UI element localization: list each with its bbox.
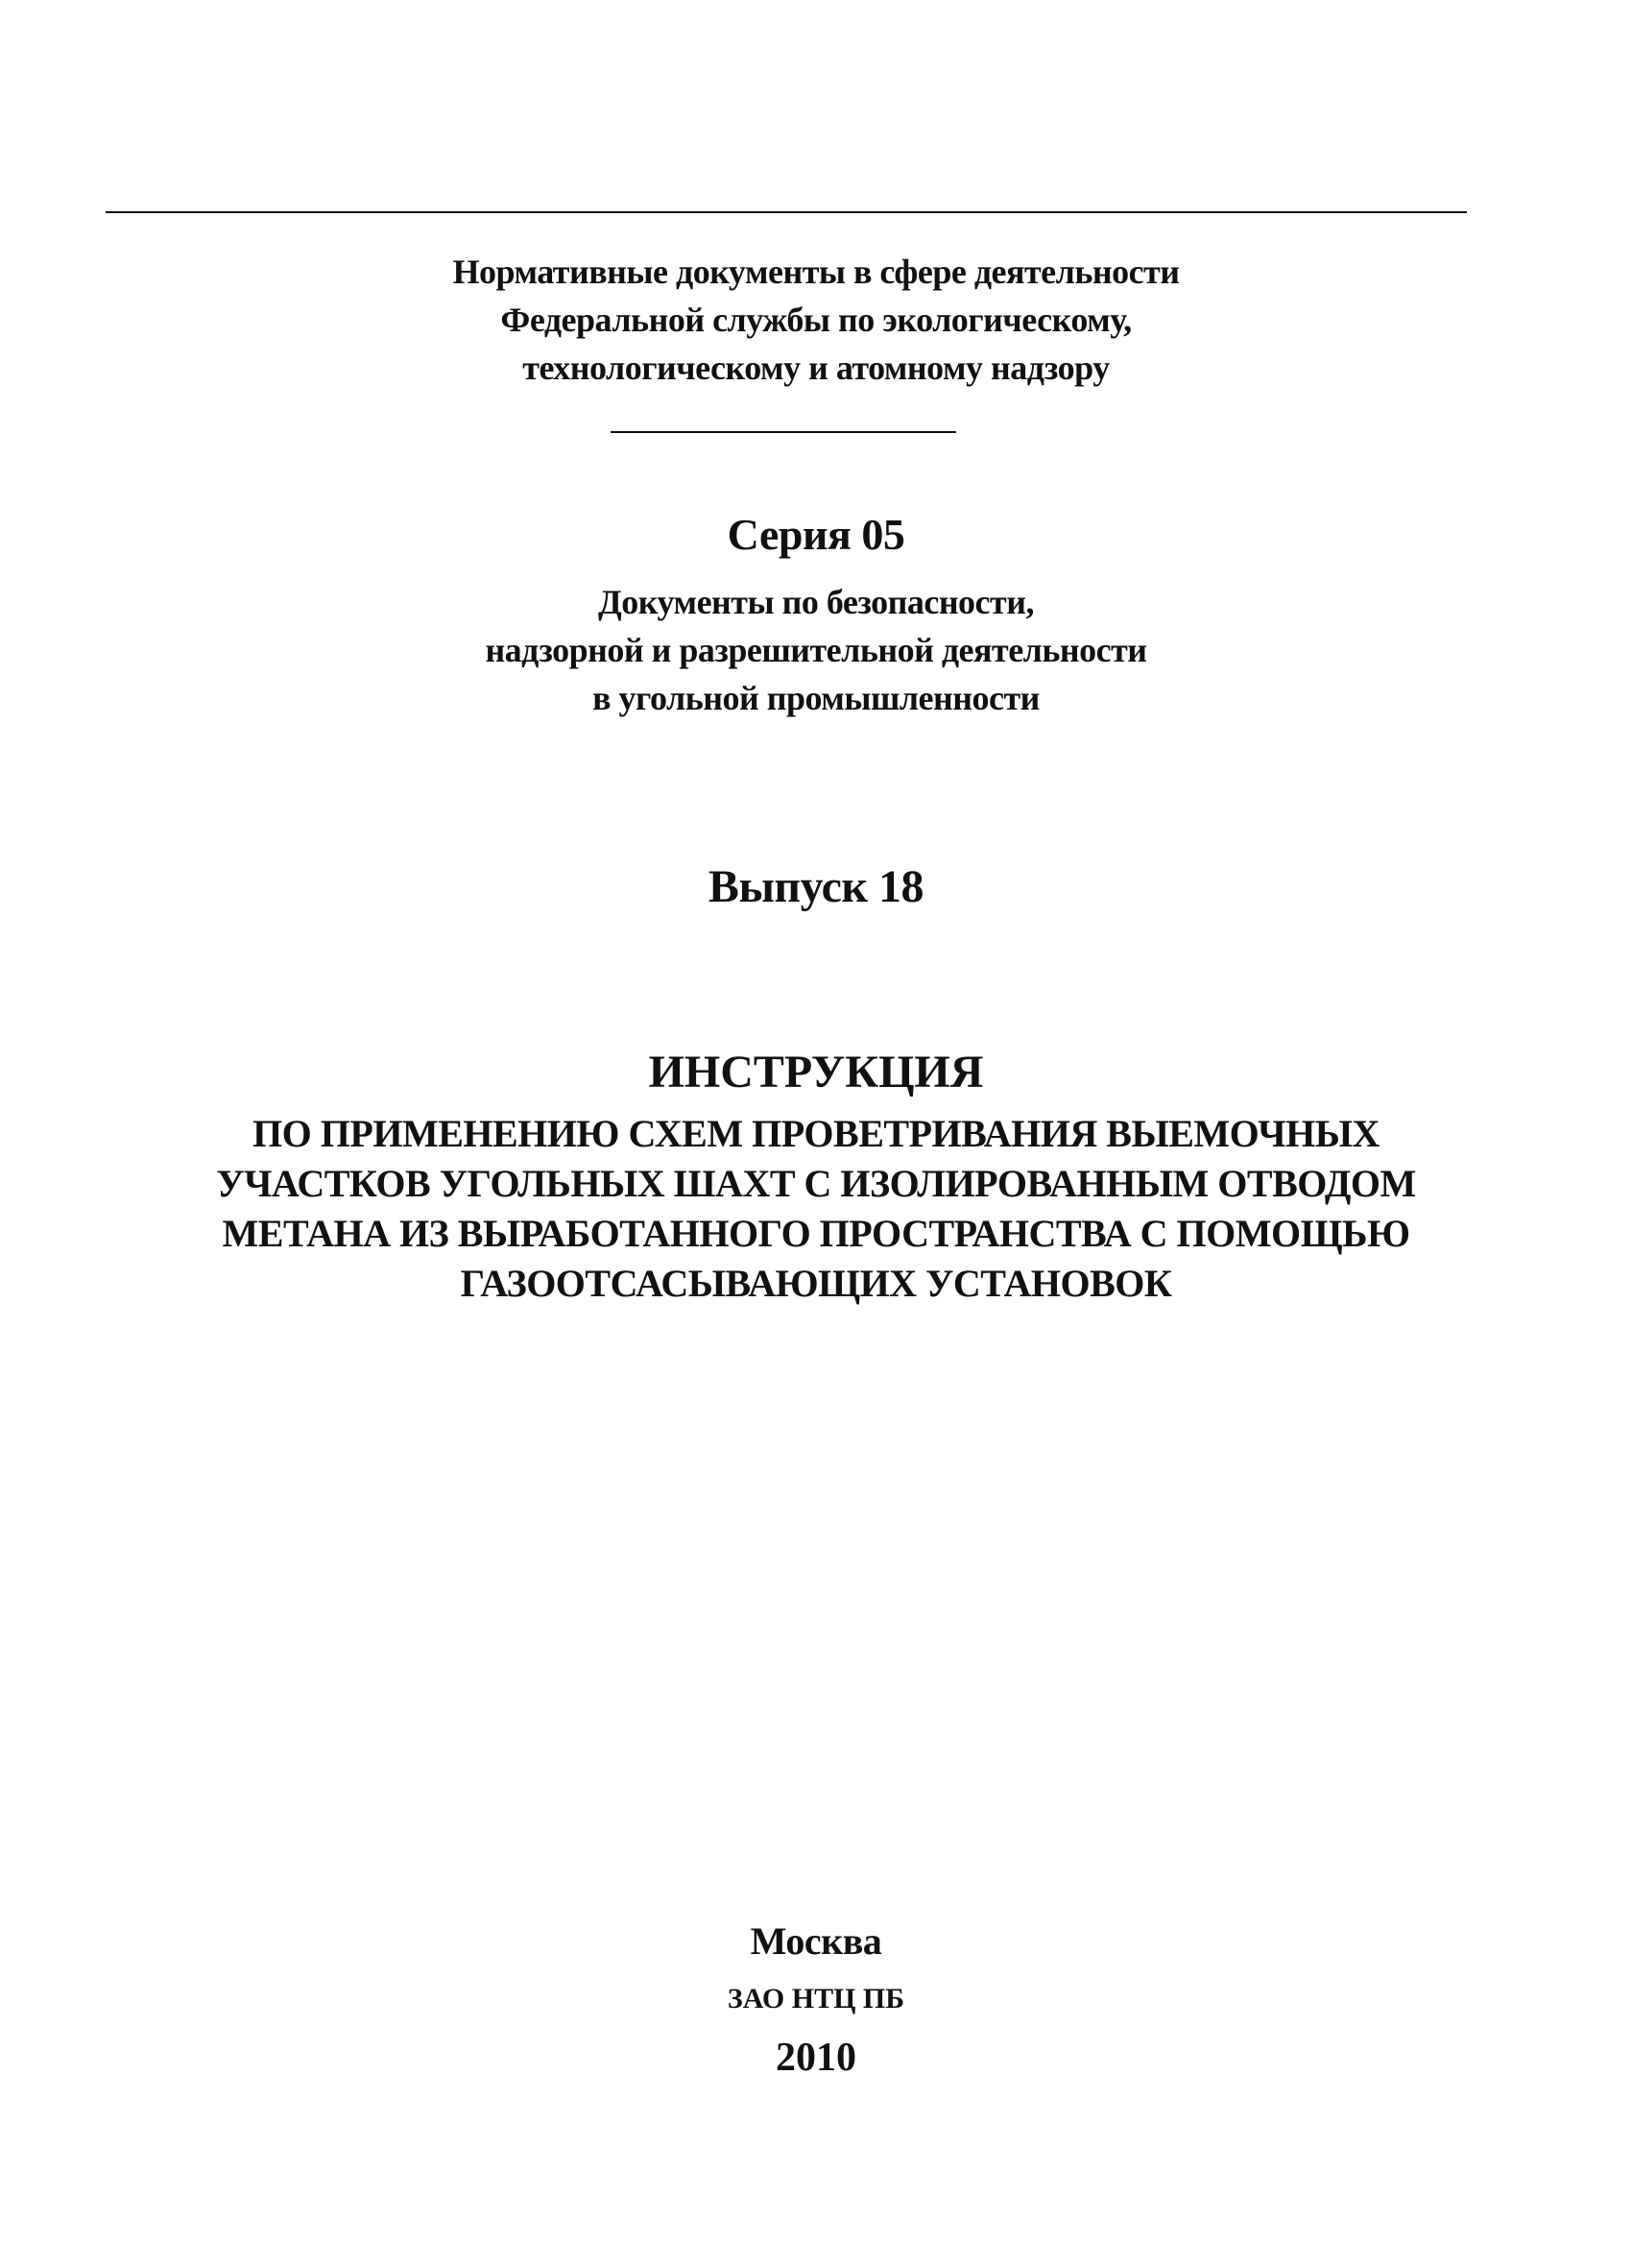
header-line-2: Федеральной службы по экологическому, [500, 301, 1132, 339]
city-text: Москва [750, 1919, 882, 1963]
document-title-line-2: УЧАСТКОВ УГОЛЬНЫХ ШАХТ С ИЗОЛИРОВАННЫМ ОТВОДОМ [216, 1162, 1416, 1205]
document-type-text: ИНСТРУКЦИЯ [648, 1047, 984, 1098]
header-line-3: технологическому и атомному надзору [522, 349, 1110, 387]
document-title-line-3: МЕТАНА ИЗ ВЫРАБОТАННОГО ПРОСТРАНСТВА С ПОМОЩЬЮ [222, 1212, 1410, 1255]
header-block [0, 248, 1632, 392]
imprint-year [0, 2031, 1632, 2085]
issue-label: Выпуск 18 [708, 861, 924, 912]
series-title-text: Серия 05 [727, 510, 905, 559]
imprint-city [0, 1916, 1632, 1967]
year-text: 2010 [776, 2036, 856, 2080]
series-description-line-2: надзорной и разрешительной деятельности [485, 631, 1147, 669]
series-title [0, 506, 1632, 564]
document-type [0, 1044, 1632, 1101]
imprint-publisher [0, 1978, 1632, 2020]
series-description-line-1: Документы по безопасности, [598, 583, 1034, 621]
series-description-line-3: в угольной промышленности [592, 679, 1040, 717]
header-line-1: Нормативные документы в сфере деятельности [452, 253, 1180, 291]
publisher-text: ЗАО НТЦ ПБ [727, 1983, 905, 2015]
issue-number [0, 857, 1632, 917]
series-description [0, 578, 1632, 722]
document-title [0, 1109, 1632, 1309]
header-divider [611, 431, 956, 433]
document-title-line-4: ГАЗООТСАСЫВАЮЩИХ УСТАНОВОК [460, 1262, 1172, 1305]
document-title-line-1: ПО ПРИМЕНЕНИЮ СХЕМ ПРОВЕТРИВАНИЯ ВЫЕМОЧНЫХ [252, 1112, 1380, 1155]
top-divider [106, 211, 1467, 213]
